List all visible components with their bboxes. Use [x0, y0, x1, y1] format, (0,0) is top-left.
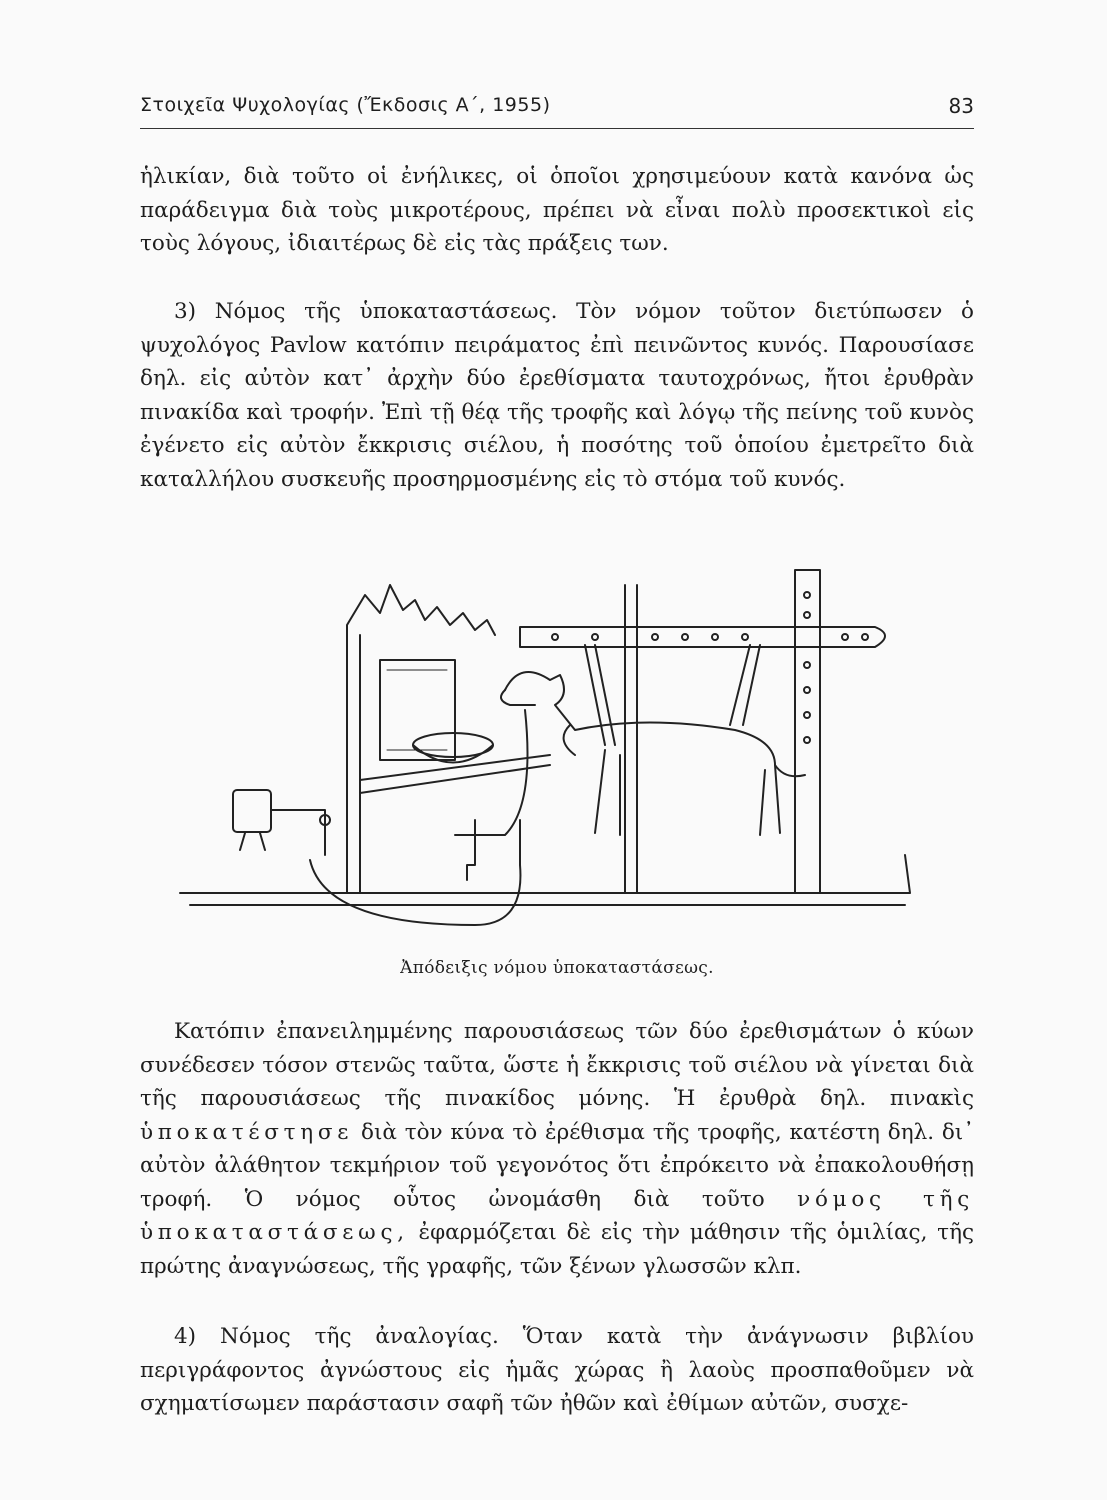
emphasis-substituted: ὑποκατέστησε: [140, 1119, 354, 1145]
paragraph-3-part-a: Κατόπιν ἐπανειλημμένης παρουσιάσεως τῶν δύο ἐρεθισμάτων ὁ κύων συνέδεσεν τόσον στενῶς ταῦτα, ὥστε ἡ ἔκκρισις τοῦ σιέλου νὰ γίνεται διὰ τῆς παρουσιάσεως τῆς πινακίδος μόνης. Ἡ ἐρυθρὰ δηλ. πινακὶς: [140, 1019, 974, 1111]
base-board: [180, 855, 910, 905]
paragraph-2: 3) Νόμος τῆς ὑποκαταστάσεως. Τὸν νόμον τοῦτον διετύπωσεν ὁ ψυχολόγος Pavlow κατόπιν πειράματος ἐπὶ πεινῶντος κυνός. Παρουσίασε δηλ. εἰς αὐτὸν κατ᾽ ἀρχὴν δύο ἐρεθίσματα ταυτοχρόνως, ἤτοι ἐρυθρὰν πινακίδα καὶ τροφήν. Ἐπὶ τῇ θέᾳ τῆς τροφῆς καὶ λόγῳ τῆς πείνης τοῦ κυνὸς ἐγένετο εἰς αὐτὸν ἔκκρισις σιέλου, ἡ ποσότης τοῦ ὁποίου ἐμετρεῖτο διὰ καταλλήλου συσκευῆς προσηρμοσμένης εἰς τὸ στόμα τοῦ κυνός.: [140, 299, 974, 492]
frame-post-left: [625, 585, 637, 893]
dog-figure: [505, 672, 805, 835]
paragraph-1: ἡλικίαν, διὰ τοῦτο οἱ ἐνήλικες, οἱ ὁποῖοι χρησιμεύουν κατὰ κανόνα ὡς παράδειγμα διὰ τοὺς μικροτέρους, πρέπει νὰ εἶναι πολὺ προσεκτικοὶ εἰς τοὺς λόγους, ἰδιαιτέρως δὲ εἰς τὰς πράξεις των.: [140, 164, 974, 256]
crossbar: [520, 627, 885, 647]
saliva-tube: [455, 710, 528, 835]
figure-caption: Ἀπόδειξις νόμου ὑποκαταστάσεως.: [400, 958, 714, 978]
pavlov-experiment-illustration: [175, 565, 915, 955]
paragraph-4: 4) Νόμος τῆς ἀναλογίας. Ὅταν κατὰ τὴν ἀνάγνωσιν βιβλίου περιγράφοντος ἀγνώστους εἰς ἡμᾶς χώρας ἢ λαοὺς προσπαθοῦμεν νὰ σχηματίσωμεν παράστασιν σαφῆ τῶν ἠθῶν καὶ ἐθίμων αὐτῶν, συσχε-: [140, 1324, 974, 1416]
paragraph-3-part-b: διὰ τὸν κύνα τὸ ἐρέθισμα τῆς τροφῆς, κατέστη δηλ. δι᾽ αὐτὸν ἀλάθητον τεκμήριον τοῦ γεγονότος ὅτι ἐπρόκειτο νὰ ἐπακολουθήσῃ τροφή. Ὁ νόμος οὗτος ὠνομάσθη διὰ τοῦτο: [140, 1119, 974, 1212]
paragraph-3: [140, 1015, 974, 1283]
running-header: [140, 94, 974, 129]
measuring-cylinder: [233, 790, 271, 832]
red-card-window: [380, 660, 455, 760]
paragraph-3-part-c: ἐφαρμόζεται δὲ εἰς τὴν μάθησιν τῆς ὁμιλίας, τῆς πρώτης ἀναγνώσεως, τῆς γραφῆς, τῶν ξένων γλωσσῶν κλπ.: [140, 1220, 974, 1279]
page-number: 83: [948, 94, 974, 118]
emphasis-law-name: νόμος τῆς ὑποκαταστάσεως,: [140, 1186, 974, 1245]
screen-wall: [347, 585, 495, 893]
running-title: Στοιχεῖα Ψυχολογίας (Ἔκδοσις Α΄, 1955): [140, 94, 551, 116]
